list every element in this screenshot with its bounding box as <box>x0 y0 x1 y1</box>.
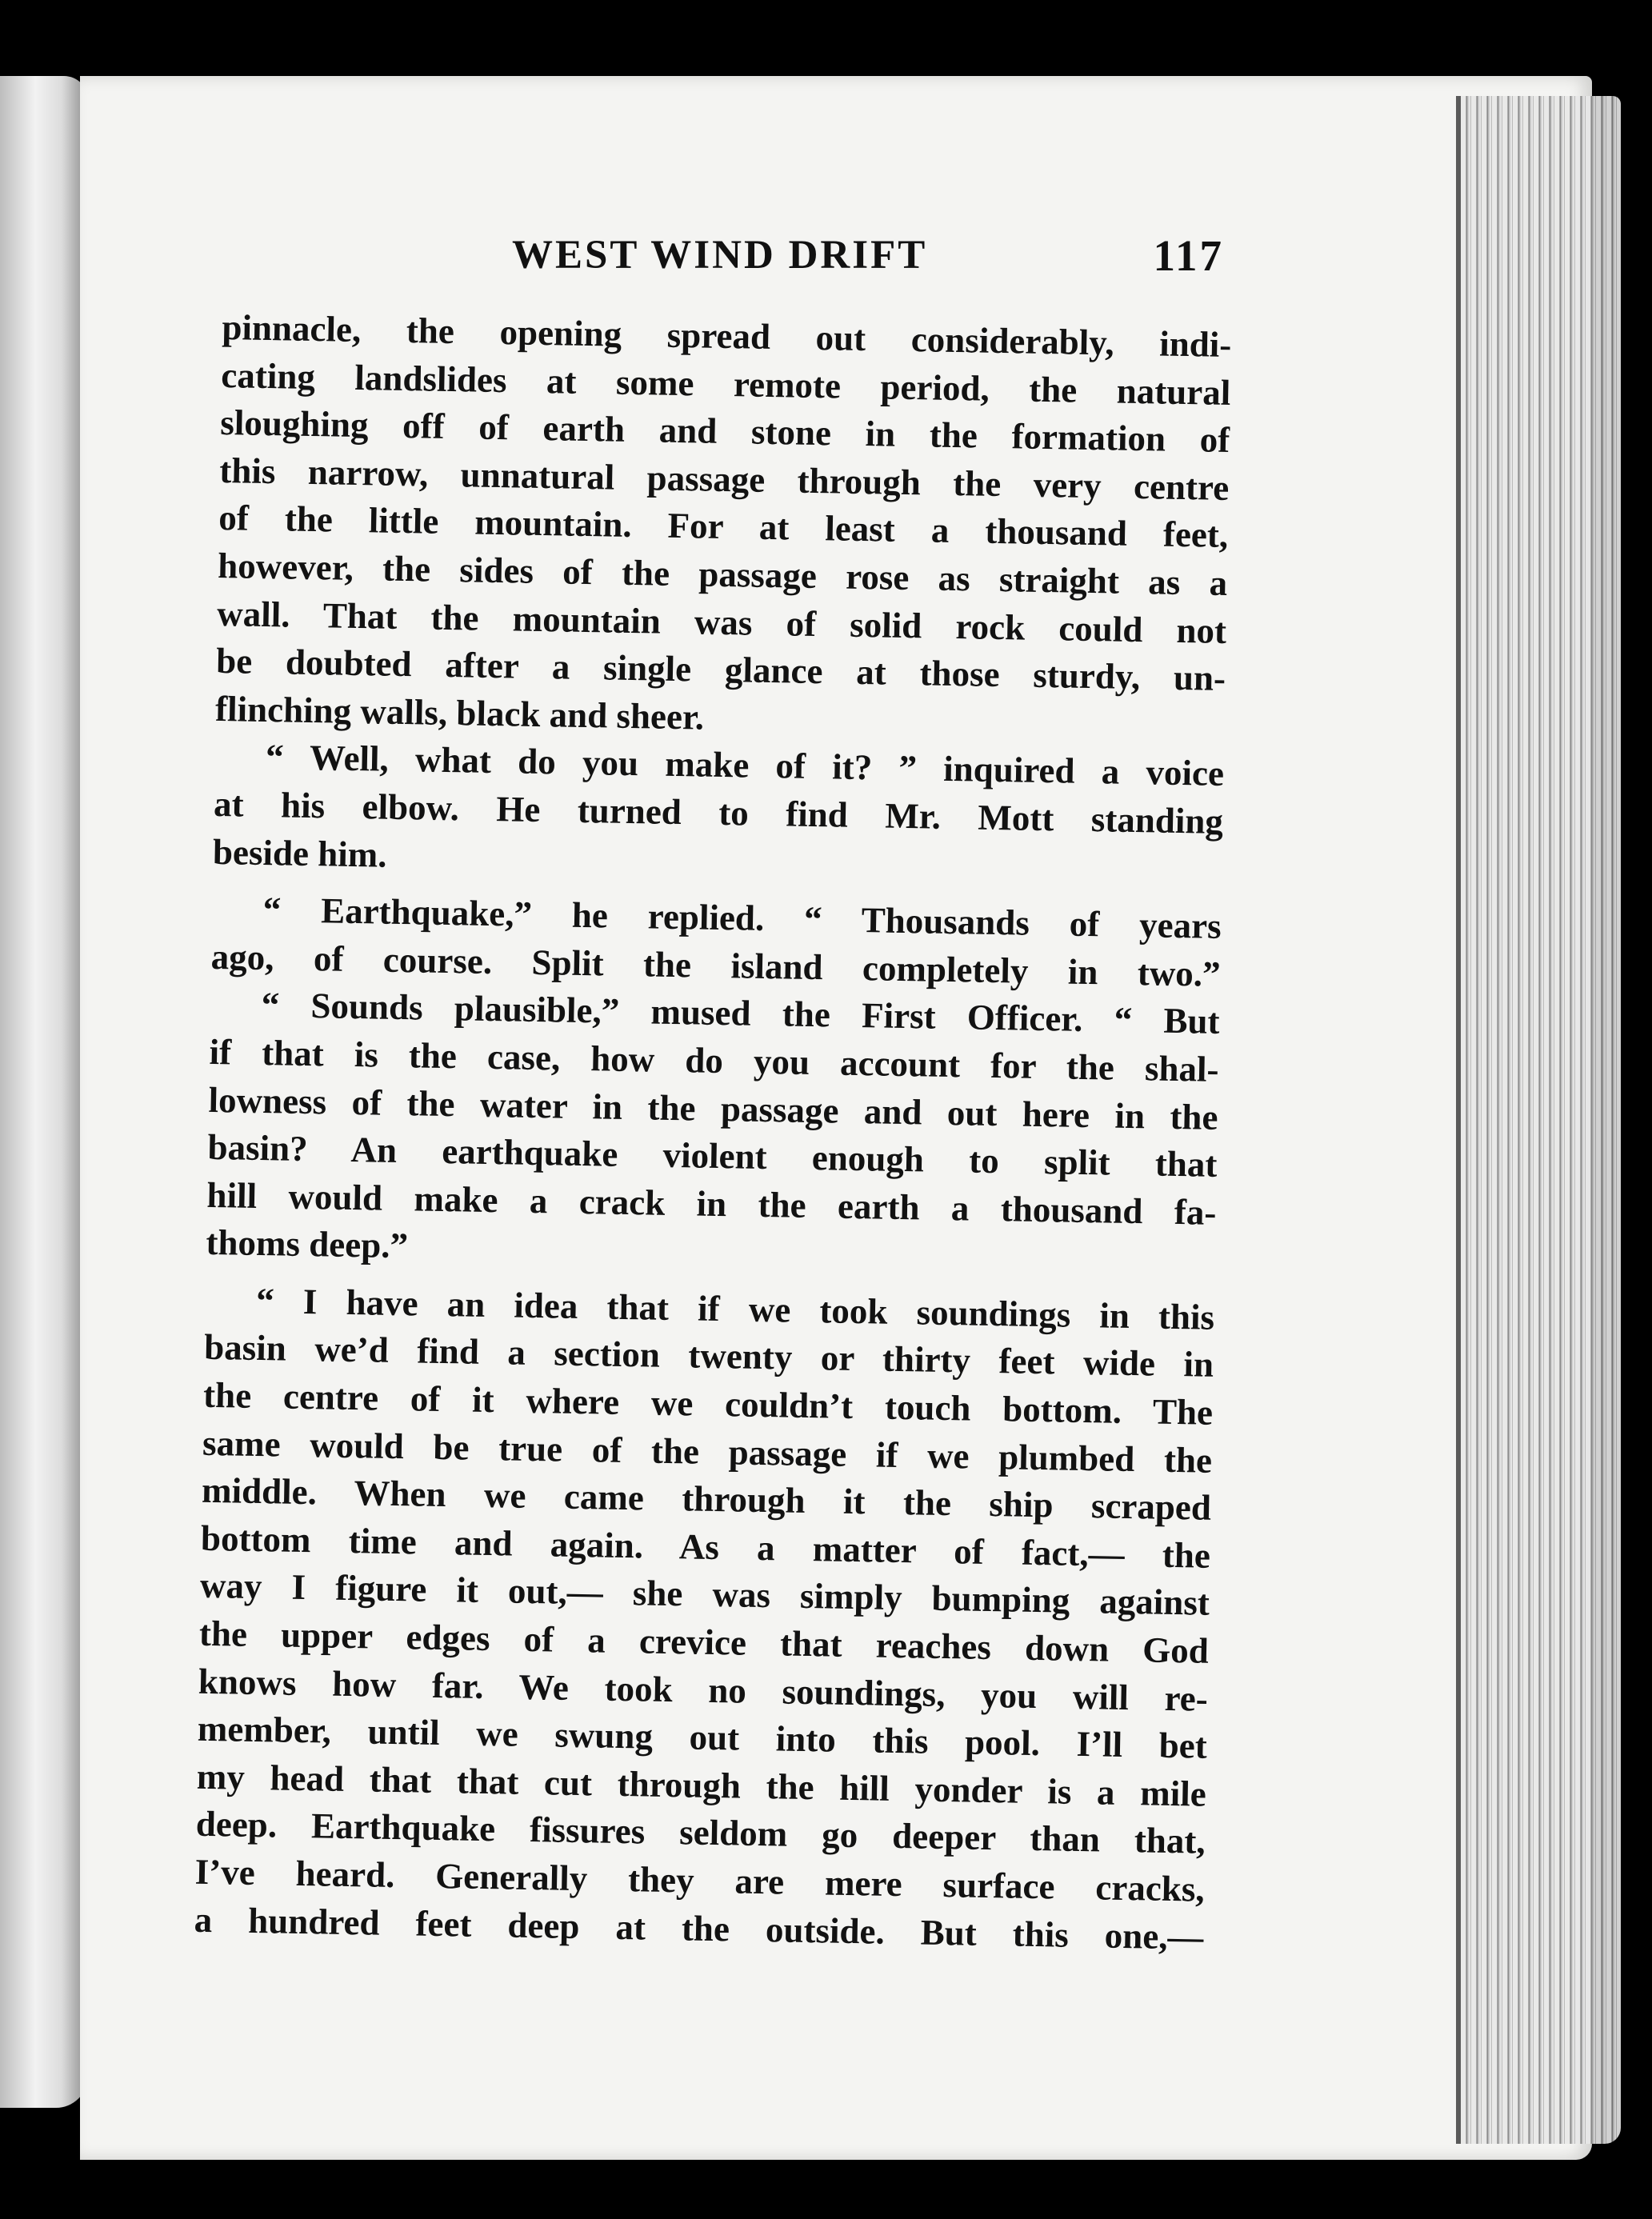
text-line: knows how far. We took no soundings, you will re- <box>198 1661 1209 1719</box>
text-line: beside him. <box>212 831 387 875</box>
text-line: this narrow, unnatural passage through the very centre <box>218 450 1230 508</box>
running-title: WEST WIND DRIFT <box>512 233 928 278</box>
text-line: my head that that cut through the hill yonder is a mile <box>196 1756 1207 1814</box>
text-line: “ Sounds plausible,” mused the First Officer. “ But <box>261 985 1220 1042</box>
text-line: however, the sides of the passage rose as straight as a <box>217 545 1228 603</box>
page-number: 117 <box>1153 231 1224 280</box>
text-line: ago, of course. Split the island completely in two.” <box>210 936 1222 994</box>
text-line: hill would make a crack in the earth a thousand fa- <box>206 1174 1217 1233</box>
text-line: be doubted after a single glance at those sturdy, un- <box>215 641 1226 699</box>
text-line: at his elbow. He turned to find Mr. Mott standing <box>213 783 1224 842</box>
text-line: the centre of it where we couldn’t touch bottom. The <box>202 1374 1214 1433</box>
page-header <box>512 224 1224 288</box>
text-line: same would be true of the passage if we plumbed the <box>202 1422 1213 1481</box>
text-line: sloughing off of earth and stone in the formation of <box>219 402 1230 461</box>
text-line: wall. That the mountain was of solid rock could not <box>216 593 1227 651</box>
page-fore-edge <box>1456 96 1621 2144</box>
text-line: if that is the case, how do you account for the shal- <box>209 1031 1219 1090</box>
body-text <box>194 304 1232 1961</box>
text-line: lowness of the water in the passage and out here in the <box>208 1079 1218 1137</box>
text-line: cating landslides at some remote period, the natural <box>221 354 1231 413</box>
text-line: of the little mountain. For at least a thousand feet, <box>218 498 1229 556</box>
left-page-edge <box>0 76 88 2108</box>
text-line: “ Earthquake,” he replied. “ Thousands of years <box>262 890 1222 947</box>
text-line: bottom time and again. As a matter of fact,— the <box>200 1517 1211 1576</box>
text-line: deep. Earthquake fissures seldom go deeper than that, <box>195 1804 1206 1862</box>
text-line: a hundred feet deep at the outside. But this one,— <box>194 1899 1204 1957</box>
text-line: pinnacle, the opening spread out considerably, indi- <box>222 306 1232 366</box>
text-line: I’ve heard. Generally they are mere surface cracks, <box>194 1851 1206 1909</box>
text-line: way I figure it out,— she was simply bumping against <box>199 1565 1210 1624</box>
text-line: the upper edges of a crevice that reaches down God <box>198 1613 1210 1671</box>
text-line: “ I have an idea that if we took soundings in this <box>255 1280 1215 1337</box>
text-line: member, until we swung out into this pool. I’ll bet <box>197 1708 1208 1766</box>
text-line: basin we’d find a section twenty or thirty feet wide in <box>203 1327 1214 1385</box>
text-line: middle. When we came through it the ship scraped <box>201 1470 1212 1529</box>
text-line: basin? An earthquake violent enough to split that <box>207 1126 1218 1185</box>
text-line: thoms deep.” <box>206 1222 409 1266</box>
text-line: “ Well, what do you make of it? ” inquired a voice <box>265 737 1225 794</box>
text-line: flinching walls, black and sheer. <box>214 688 705 738</box>
